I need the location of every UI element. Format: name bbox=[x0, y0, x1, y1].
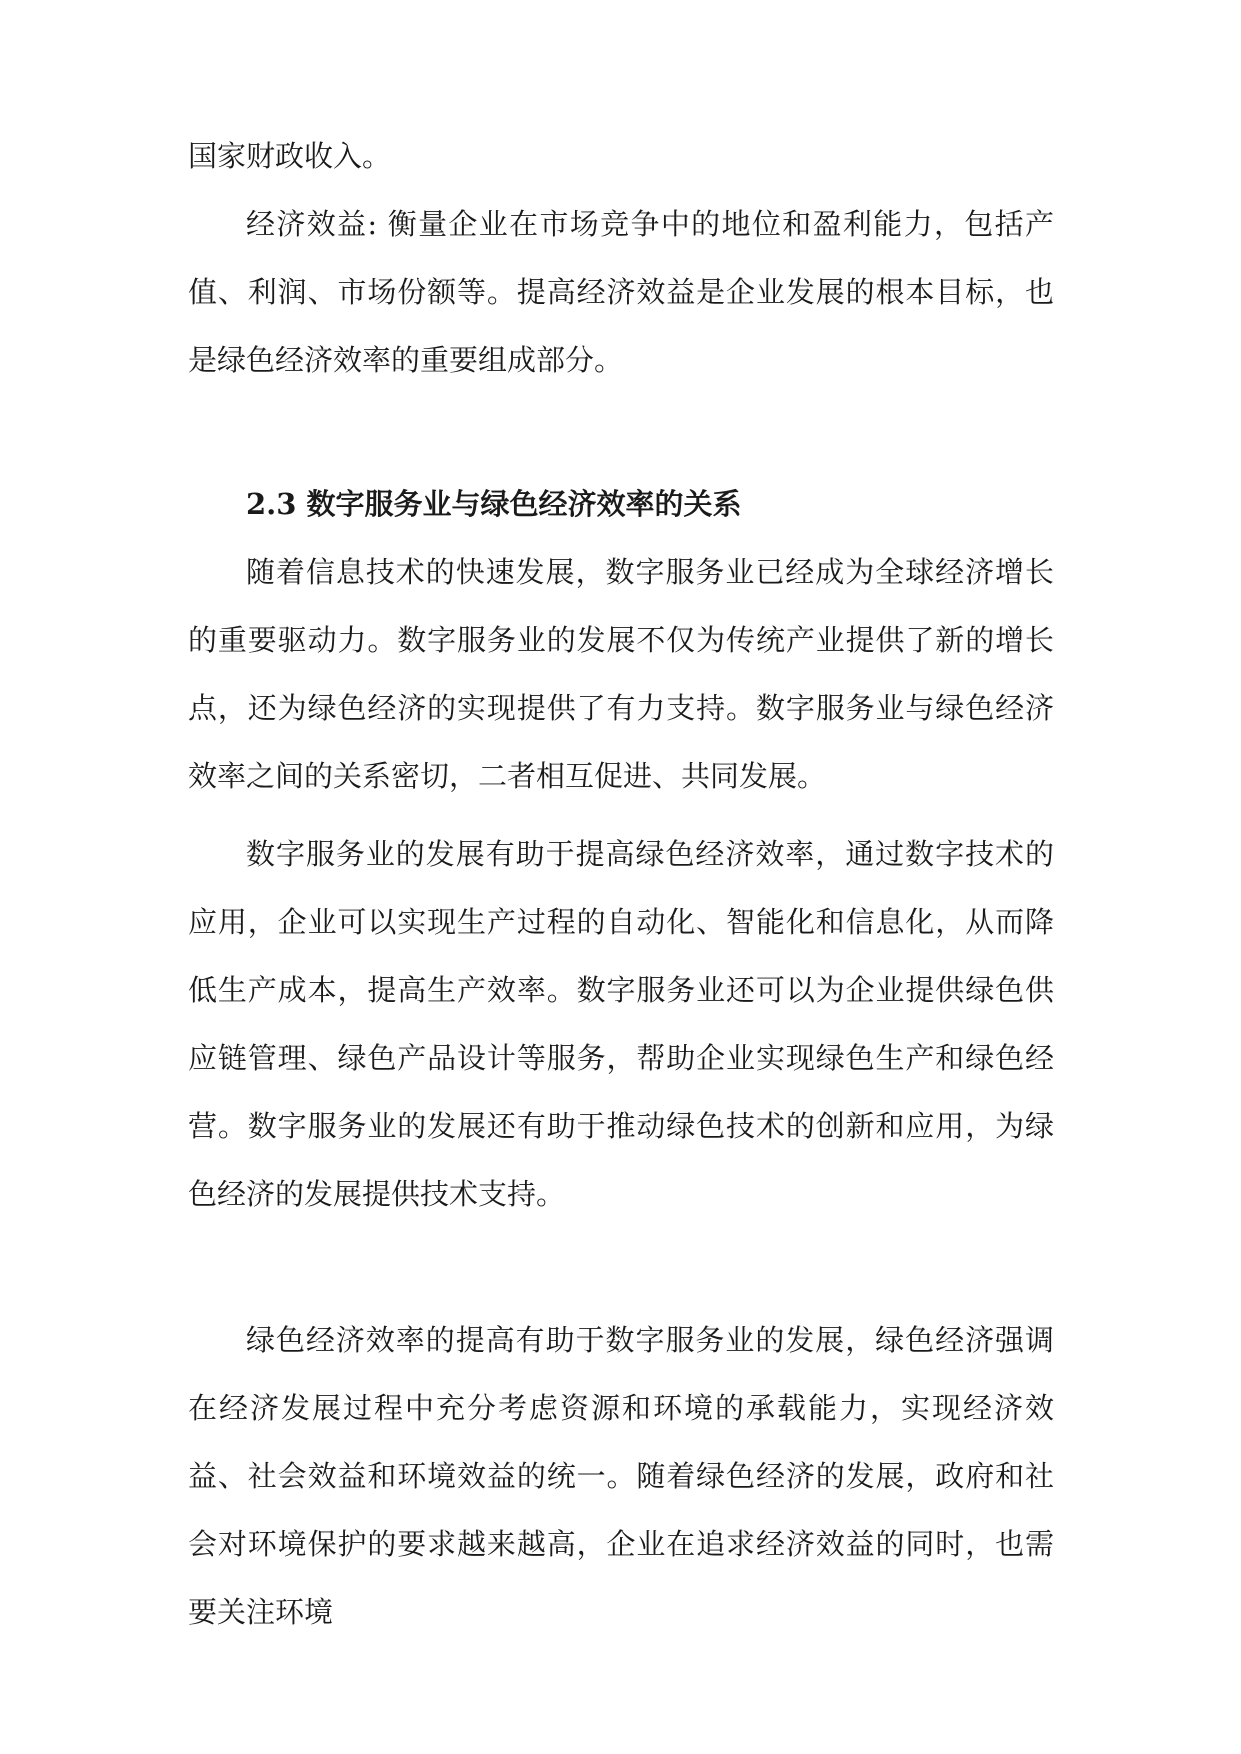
paragraph-relationship-intro: 随着信息技术的快速发展，数字服务业已经成为全球经济增长的重要驱动力。数字服务业的发展不仅为传统产业提供了新的增长点，还为绿色经济的实现提供了有力支持。数字服务业与绿色经济效率之间的关系密切，二者相互促进、共同发展。 bbox=[188, 555, 1054, 793]
paragraph-green-to-digital: 绿色经济效率的提高有助于数字服务业的发展，绿色经济强调在经济发展过程中充分考虑资源和环境的承载能力，实现经济效益、社会效益和环境效益的统一。随着绿色经济的发展，政府和社会对环境保护的要求越来越高，企业在追求经济效益的同时，也需要关注环境 bbox=[188, 1323, 1054, 1629]
section-heading: 2.3 数字服务业与绿色经济效率的关系 bbox=[246, 487, 742, 521]
paragraph-continuation: 国家财政收入。 bbox=[188, 139, 392, 173]
paragraph-digital-to-green: 数字服务业的发展有助于提高绿色经济效率，通过数字技术的应用，企业可以实现生产过程的自动化、智能化和信息化，从而降低生产成本，提高生产效率。数字服务业还可以为企业提供绿色供应链管理、绿色产品设计等服务，帮助企业实现绿色生产和绿色经营。数字服务业的发展还有助于推动绿色技术的创新和应用，为绿色经济的发展提供技术支持。 bbox=[188, 837, 1054, 1211]
paragraph-economic-benefit: 经济效益: 衡量企业在市场竞争中的地位和盈利能力，包括产值、利润、市场份额等。提高经济效益是企业发展的根本目标，也是绿色经济效率的重要组成部分。 bbox=[188, 207, 1054, 377]
